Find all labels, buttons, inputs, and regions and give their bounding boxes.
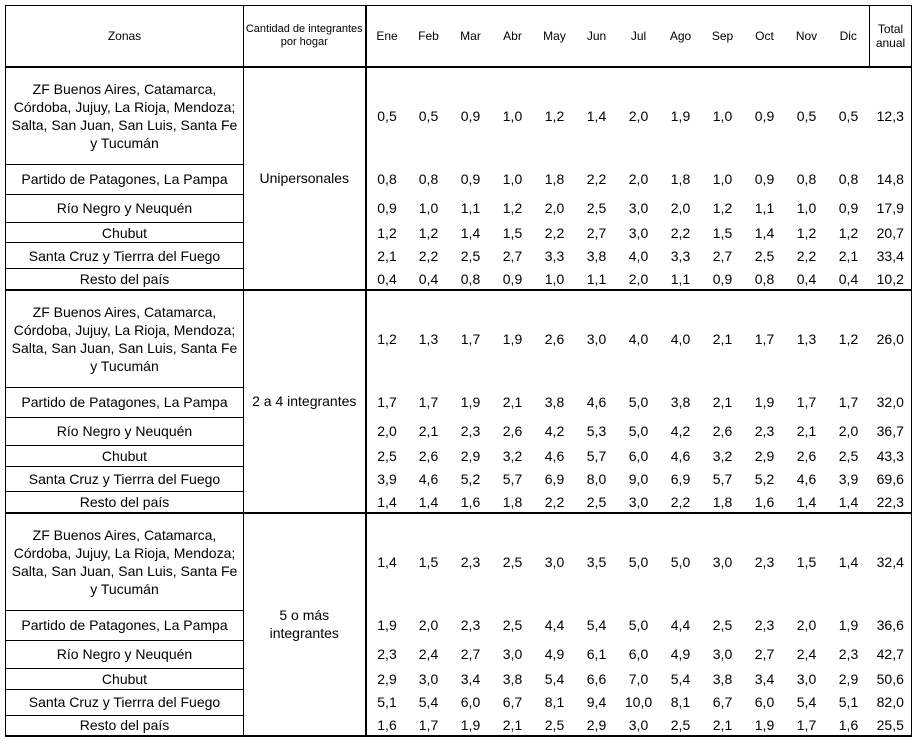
value-cell: 3,0 [544, 554, 565, 570]
zone-cell: Río Negro y Neuquén [6, 194, 244, 222]
value-cell: 2,9 [838, 670, 859, 687]
table-row [6, 466, 912, 492]
value-cell: 1,3 [796, 330, 817, 347]
value-cell: 0,5 [418, 107, 439, 124]
value-cell: 1,6 [828, 715, 870, 736]
value-cell: 1,2 [366, 222, 408, 243]
value-cell: 6,6 [586, 670, 607, 687]
value-cell: 5,0 [628, 617, 649, 634]
value-cell: 2,3 [460, 617, 481, 634]
value-cell: 2,2 [418, 247, 439, 264]
value-cell: 2,9 [460, 447, 481, 464]
value-cell: 3,0 [712, 554, 733, 570]
header-month: Nov [786, 6, 828, 67]
value-cell: 2,2 [670, 224, 691, 241]
value-cell: 0,9 [702, 269, 744, 290]
value-cell: 2,5 [534, 715, 576, 736]
zone-cell: ZF Buenos Aires, Catamarca, Córdoba, Jujuy, La Rioja, Mendoza; Salta, San Juan, San Luis, Santa Fe y Tucumán [6, 290, 244, 388]
header-month: Feb [408, 6, 450, 67]
value-cell: 6,7 [712, 694, 733, 711]
value-cell: 2,7 [754, 646, 775, 663]
value-cell: 1,7 [838, 394, 859, 411]
value-cell: 4,6 [544, 447, 565, 464]
total-cell: 12,3 [870, 67, 912, 165]
zone-cell: ZF Buenos Aires, Catamarca, Córdoba, Jujuy, La Rioja, Mendoza; Salta, San Juan, San Luis, Santa Fe y Tucumán [6, 513, 244, 611]
total-cell: 32,0 [870, 387, 912, 417]
value-cell: 2,3 [366, 640, 408, 668]
value-cell: 1,8 [702, 492, 744, 513]
total-cell: 42,7 [870, 640, 912, 668]
value-cell: 1,6 [366, 715, 408, 736]
value-cell: 2,2 [796, 247, 817, 264]
value-cell: 1,4 [754, 224, 775, 241]
value-cell: 0,4 [786, 269, 828, 290]
total-cell: 10,2 [870, 269, 912, 290]
value-cell: 1,9 [450, 715, 492, 736]
value-cell: 5,4 [796, 694, 817, 711]
header-month: Sep [702, 6, 744, 67]
table-row [6, 715, 912, 736]
value-cell: 5,2 [754, 471, 775, 487]
value-cell: 5,4 [418, 694, 439, 711]
zone-cell: Resto del país [6, 715, 244, 736]
value-cell: 2,6 [796, 447, 817, 464]
value-cell: 2,9 [754, 447, 775, 464]
value-cell: 0,5 [366, 67, 408, 165]
value-cell: 3,8 [544, 394, 565, 411]
consumption-table [5, 5, 912, 737]
header-month: Jun [576, 6, 618, 67]
value-cell: 2,5 [502, 554, 523, 570]
value-cell: 9,4 [586, 694, 607, 711]
table-row [6, 445, 912, 466]
table-row [6, 689, 912, 715]
zone-cell: Partido de Patagones, La Pampa [6, 610, 244, 640]
value-cell: 0,4 [408, 269, 450, 290]
value-cell: 1,0 [534, 269, 576, 290]
group-label-cell: 2 a 4 integrantes [244, 290, 366, 513]
value-cell: 3,5 [586, 554, 607, 570]
value-cell: 1,9 [670, 107, 691, 124]
value-cell: 1,8 [544, 171, 565, 188]
value-cell: 6,1 [586, 646, 607, 663]
value-cell: 2,1 [366, 243, 408, 269]
value-cell: 1,9 [744, 715, 786, 736]
table-row [6, 67, 912, 165]
value-cell: 1,9 [366, 610, 408, 640]
value-cell: 5,0 [628, 394, 649, 411]
value-cell: 4,6 [796, 471, 817, 487]
total-cell: 25,5 [870, 715, 912, 736]
value-cell: 2,3 [838, 646, 859, 663]
total-cell: 33,4 [870, 243, 912, 269]
value-cell: 6,0 [628, 447, 649, 464]
value-cell: 5,3 [586, 423, 607, 440]
value-cell: 3,0 [418, 670, 439, 687]
value-cell: 4,6 [418, 471, 439, 487]
value-cell: 6,9 [544, 471, 565, 487]
value-cell: 3,0 [586, 330, 607, 347]
value-cell: 1,0 [418, 200, 439, 217]
value-cell: 5,4 [586, 617, 607, 634]
group-label-cell: Unipersonales [244, 67, 366, 290]
table-body [6, 67, 912, 737]
value-cell: 6,0 [628, 646, 649, 663]
zone-cell: Resto del país [6, 269, 244, 290]
zone-cell: Santa Cruz y Tierrra del Fuego [6, 243, 244, 269]
value-cell: 5,1 [838, 694, 859, 711]
table-row [6, 640, 912, 668]
value-cell: 3,4 [460, 670, 481, 687]
header-month: Oct [744, 6, 786, 67]
value-cell: 1,0 [712, 171, 733, 188]
value-cell: 2,6 [502, 423, 523, 440]
value-cell: 2,0 [418, 617, 439, 634]
value-cell: 1,7 [796, 394, 817, 411]
header-total: Total anual [870, 6, 912, 67]
value-cell: 3,0 [618, 715, 660, 736]
value-cell: 1,9 [838, 617, 859, 634]
value-cell: 5,4 [670, 670, 691, 687]
value-cell: 2,3 [754, 617, 775, 634]
value-cell: 2,5 [712, 617, 733, 634]
value-cell: 6,0 [754, 694, 775, 711]
value-cell: 1,2 [366, 290, 408, 388]
value-cell: 3,2 [502, 447, 523, 464]
header-month: May [534, 6, 576, 67]
value-cell: 5,7 [502, 471, 523, 487]
value-cell: 1,2 [838, 224, 859, 241]
value-cell: 1,4 [408, 492, 450, 513]
value-cell: 1,1 [754, 200, 775, 217]
value-cell: 0,8 [450, 269, 492, 290]
table-row [6, 610, 912, 640]
value-cell: 5,1 [366, 689, 408, 715]
value-cell: 1,9 [502, 330, 523, 347]
value-cell: 2,6 [712, 423, 733, 440]
value-cell: 0,5 [796, 107, 817, 124]
value-cell: 0,4 [366, 269, 408, 290]
value-cell: 2,0 [628, 171, 649, 188]
value-cell: 0,5 [838, 107, 859, 124]
value-cell: 3,0 [712, 646, 733, 663]
value-cell: 2,1 [796, 423, 817, 440]
total-cell: 69,6 [870, 466, 912, 492]
value-cell: 7,0 [628, 670, 649, 687]
total-cell: 36,6 [870, 610, 912, 640]
header-row [6, 6, 912, 67]
value-cell: 8,1 [544, 694, 565, 711]
value-cell: 2,1 [712, 330, 733, 347]
value-cell: 2,0 [366, 417, 408, 445]
value-cell: 3,3 [670, 247, 691, 264]
value-cell: 3,4 [754, 670, 775, 687]
value-cell: 1,0 [502, 171, 523, 188]
value-cell: 2,3 [754, 554, 775, 570]
value-cell: 1,7 [408, 715, 450, 736]
value-cell: 0,8 [366, 164, 408, 194]
zone-cell: ZF Buenos Aires, Catamarca, Córdoba, Jujuy, La Rioja, Mendoza; Salta, San Juan, San Luis, Santa Fe y Tucumán [6, 67, 244, 165]
total-cell: 26,0 [870, 290, 912, 388]
value-cell: 2,1 [838, 247, 859, 264]
table-row [6, 492, 912, 513]
value-cell: 2,7 [502, 247, 523, 264]
header-month: Abr [492, 6, 534, 67]
table-row [6, 417, 912, 445]
value-cell: 2,5 [460, 247, 481, 264]
value-cell: 2,1 [712, 394, 733, 411]
value-cell: 3,0 [628, 224, 649, 241]
value-cell: 2,0 [796, 617, 817, 634]
value-cell: 1,7 [460, 330, 481, 347]
value-cell: 8,1 [670, 694, 691, 711]
value-cell: 1,4 [828, 492, 870, 513]
value-cell: 4,6 [586, 394, 607, 411]
value-cell: 3,8 [586, 247, 607, 264]
value-cell: 1,7 [366, 387, 408, 417]
value-cell: 6,0 [460, 694, 481, 711]
header-month: Ene [366, 6, 408, 67]
value-cell: 2,3 [460, 554, 481, 570]
value-cell: 3,0 [618, 492, 660, 513]
value-cell: 2,0 [670, 200, 691, 217]
value-cell: 1,4 [366, 492, 408, 513]
value-cell: 1,5 [418, 554, 439, 570]
value-cell: 2,3 [460, 423, 481, 440]
value-cell: 1,0 [796, 200, 817, 217]
header-cantidad: Cantidad de integrantes por hogar [244, 6, 366, 67]
value-cell: 1,5 [502, 224, 523, 241]
total-cell: 36,7 [870, 417, 912, 445]
total-cell: 22,3 [870, 492, 912, 513]
value-cell: 1,4 [586, 107, 607, 124]
value-cell: 1,0 [712, 107, 733, 124]
value-cell: 2,0 [628, 107, 649, 124]
value-cell: 1,7 [418, 394, 439, 411]
value-cell: 1,2 [838, 330, 859, 347]
total-cell: 43,3 [870, 445, 912, 466]
value-cell: 5,0 [628, 423, 649, 440]
value-cell: 1,7 [786, 715, 828, 736]
value-cell: 0,9 [754, 107, 775, 124]
value-cell: 1,4 [460, 224, 481, 241]
value-cell: 5,7 [712, 471, 733, 487]
value-cell: 0,9 [492, 269, 534, 290]
value-cell: 2,3 [754, 423, 775, 440]
zone-cell: Santa Cruz y Tierrra del Fuego [6, 466, 244, 492]
value-cell: 5,0 [628, 554, 649, 570]
value-cell: 2,7 [586, 224, 607, 241]
value-cell: 5,0 [670, 554, 691, 570]
value-cell: 6,7 [502, 694, 523, 711]
value-cell: 4,9 [670, 646, 691, 663]
value-cell: 2,4 [796, 646, 817, 663]
value-cell: 6,9 [670, 471, 691, 487]
table-row [6, 164, 912, 194]
header-month: Jul [618, 6, 660, 67]
table-row [6, 222, 912, 243]
value-cell: 2,1 [702, 715, 744, 736]
value-cell: 3,9 [838, 471, 859, 487]
value-cell: 1,0 [502, 107, 523, 124]
table-row [6, 387, 912, 417]
header-zonas: Zonas [6, 6, 244, 67]
value-cell: 4,0 [628, 330, 649, 347]
value-cell: 2,2 [544, 224, 565, 241]
value-cell: 4,0 [670, 330, 691, 347]
table-row [6, 290, 912, 388]
value-cell: 1,9 [460, 394, 481, 411]
zone-cell: Chubut [6, 445, 244, 466]
value-cell: 1,7 [754, 330, 775, 347]
value-cell: 4,6 [670, 447, 691, 464]
zone-cell: Río Negro y Neuquén [6, 640, 244, 668]
zone-cell: Río Negro y Neuquén [6, 417, 244, 445]
value-cell: 2,9 [366, 668, 408, 689]
value-cell: 3,8 [502, 670, 523, 687]
value-cell: 2,9 [576, 715, 618, 736]
header-month: Ago [660, 6, 702, 67]
value-cell: 0,9 [754, 171, 775, 188]
value-cell: 3,9 [366, 466, 408, 492]
zone-cell: Resto del país [6, 492, 244, 513]
value-cell: 1,2 [544, 107, 565, 124]
table-row [6, 668, 912, 689]
value-cell: 2,5 [754, 247, 775, 264]
value-cell: 4,9 [544, 646, 565, 663]
value-cell: 1,1 [660, 269, 702, 290]
value-cell: 2,4 [418, 646, 439, 663]
value-cell: 3,2 [712, 447, 733, 464]
value-cell: 1,2 [796, 224, 817, 241]
value-cell: 1,3 [418, 330, 439, 347]
value-cell: 0,9 [460, 171, 481, 188]
value-cell: 1,2 [712, 200, 733, 217]
value-cell: 2,5 [586, 200, 607, 217]
value-cell: 1,9 [754, 394, 775, 411]
total-cell: 50,6 [870, 668, 912, 689]
value-cell: 4,4 [670, 617, 691, 634]
value-cell: 0,9 [366, 194, 408, 222]
value-cell: 3,8 [712, 670, 733, 687]
value-cell: 1,2 [418, 224, 439, 241]
value-cell: 2,0 [544, 200, 565, 217]
total-cell: 20,7 [870, 222, 912, 243]
value-cell: 2,7 [712, 247, 733, 264]
value-cell: 0,8 [744, 269, 786, 290]
value-cell: 0,4 [828, 269, 870, 290]
value-cell: 2,0 [838, 423, 859, 440]
value-cell: 4,2 [544, 423, 565, 440]
value-cell: 1,4 [838, 554, 859, 570]
value-cell: 2,2 [534, 492, 576, 513]
value-cell: 1,5 [712, 224, 733, 241]
zone-cell: Santa Cruz y Tierrra del Fuego [6, 689, 244, 715]
value-cell: 1,1 [576, 269, 618, 290]
value-cell: 2,5 [502, 617, 523, 634]
value-cell: 5,4 [544, 670, 565, 687]
value-cell: 1,2 [502, 200, 523, 217]
value-cell: 1,6 [450, 492, 492, 513]
value-cell: 8,0 [586, 471, 607, 487]
value-cell: 1,6 [744, 492, 786, 513]
value-cell: 5,2 [460, 471, 481, 487]
value-cell: 1,8 [492, 492, 534, 513]
value-cell: 5,7 [586, 447, 607, 464]
value-cell: 0,9 [838, 200, 859, 217]
value-cell: 2,5 [576, 492, 618, 513]
value-cell: 2,5 [838, 447, 859, 464]
value-cell: 0,8 [838, 171, 859, 188]
value-cell: 2,1 [492, 715, 534, 736]
table-row [6, 513, 912, 611]
value-cell: 2,5 [366, 445, 408, 466]
total-cell: 17,9 [870, 194, 912, 222]
table-row [6, 194, 912, 222]
value-cell: 1,5 [796, 554, 817, 570]
value-cell: 1,8 [670, 171, 691, 188]
value-cell: 3,0 [796, 670, 817, 687]
zone-cell: Chubut [6, 222, 244, 243]
header-month: Dic [828, 6, 870, 67]
header-month: Mar [450, 6, 492, 67]
value-cell: 3,0 [502, 646, 523, 663]
value-cell: 0,9 [460, 107, 481, 124]
value-cell: 1,4 [366, 513, 408, 611]
value-cell: 0,8 [796, 171, 817, 188]
value-cell: 2,1 [418, 423, 439, 440]
total-cell: 32,4 [870, 513, 912, 611]
value-cell: 2,6 [544, 330, 565, 347]
value-cell: 2,6 [418, 447, 439, 464]
value-cell: 2,1 [502, 394, 523, 411]
value-cell: 4,0 [628, 247, 649, 264]
value-cell: 1,1 [460, 200, 481, 217]
value-cell: 0,8 [418, 171, 439, 188]
value-cell: 9,0 [628, 471, 649, 487]
table-row [6, 269, 912, 290]
group-label-cell: 5 o más integrantes [244, 513, 366, 736]
value-cell: 3,0 [628, 200, 649, 217]
value-cell: 2,5 [660, 715, 702, 736]
value-cell: 2,0 [618, 269, 660, 290]
value-cell: 3,8 [670, 394, 691, 411]
value-cell: 4,2 [670, 423, 691, 440]
zone-cell: Partido de Patagones, La Pampa [6, 387, 244, 417]
value-cell: 3,3 [544, 247, 565, 264]
value-cell: 2,2 [586, 171, 607, 188]
value-cell: 2,7 [460, 646, 481, 663]
total-cell: 14,8 [870, 164, 912, 194]
value-cell: 4,4 [544, 617, 565, 634]
value-cell: 10,0 [624, 694, 653, 711]
value-cell: 2,2 [660, 492, 702, 513]
zone-cell: Partido de Patagones, La Pampa [6, 164, 244, 194]
zone-cell: Chubut [6, 668, 244, 689]
value-cell: 1,4 [786, 492, 828, 513]
table-row [6, 243, 912, 269]
total-cell: 82,0 [870, 689, 912, 715]
